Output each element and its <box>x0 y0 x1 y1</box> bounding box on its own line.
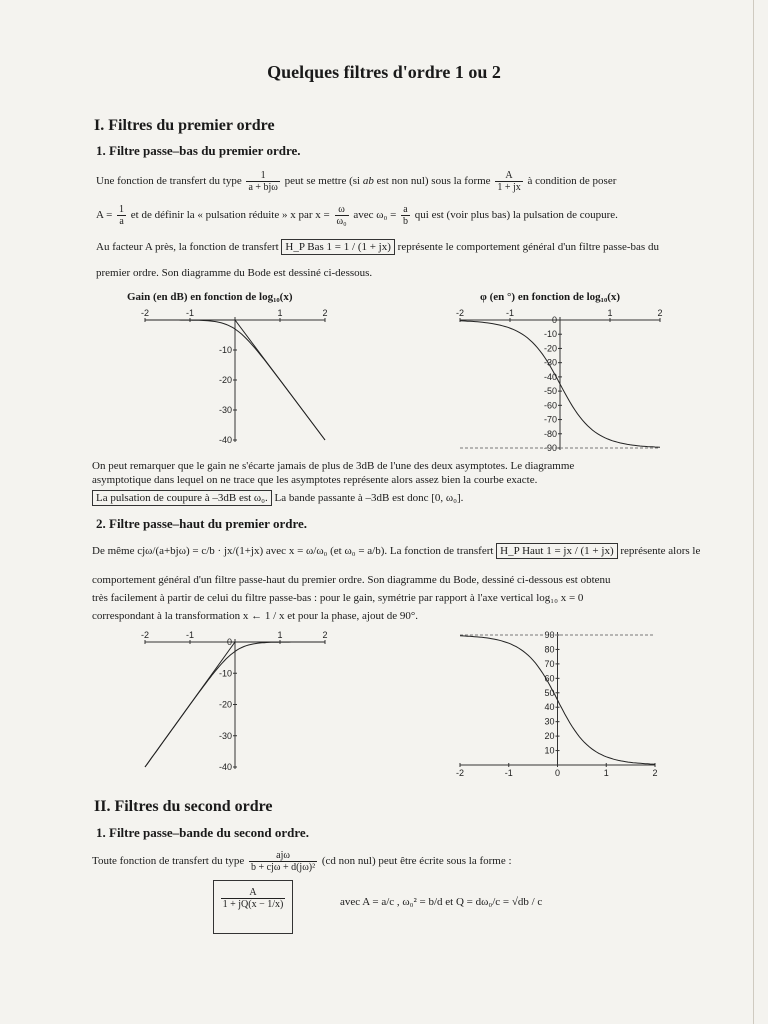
y-tick-label: -60 <box>543 400 557 411</box>
y-tick-label: -80 <box>543 428 557 439</box>
x-tick-label: -2 <box>455 308 465 318</box>
y-tick-label: -30 <box>543 357 557 368</box>
subsection-passe-bas: 1. Filtre passe–bas du premier ordre. <box>96 143 301 158</box>
y-tick-label: 20 <box>544 731 555 742</box>
y-tick-label: -20 <box>218 699 232 710</box>
x-tick-label: 2 <box>322 308 328 318</box>
y-tick-label: 0 <box>551 315 557 325</box>
formula-box-hph: H_P Haut 1 = jx / (1 + jx) <box>496 543 617 559</box>
x-tick-label: 2 <box>657 308 663 318</box>
para-highpass-4: correspondant à la transformation x ← 1 / x et pour la phase, ajout de 90°. <box>92 610 419 622</box>
para-highpass-1: De même cjω/(a+bjω) = c/b · jx/(1+jx) avec x = ω/ω₀ (et ω₀ = a/b). La fonction de transfert H_P Haut 1 = jx / (1 + jx) représente alors le <box>92 545 701 557</box>
x-tick-label: 2 <box>652 768 658 778</box>
subsection-passe-bande: 1. Filtre passe–bande du second ordre. <box>96 825 309 840</box>
y-tick-label: -10 <box>218 668 232 679</box>
y-tick-label: -20 <box>543 343 557 354</box>
y-tick-label: -70 <box>543 414 557 425</box>
para-transfer-3: Au facteur A près, la fonction de transfert H_P Bas 1 = 1 / (1 + jx) représente le comportement général d'un filtre passe-bas du <box>96 241 659 253</box>
y-tick-label: -30 <box>218 730 232 741</box>
x-tick-label: 1 <box>277 308 283 318</box>
phase-lowpass-chart <box>455 310 665 456</box>
para-transfer-4: premier ordre. Son diagramme du Bode est dessiné ci-dessous. <box>96 267 373 279</box>
section-1-heading: I. Filtres du premier ordre <box>94 117 275 134</box>
x-tick-label: -1 <box>185 630 195 640</box>
x-tick-label: -2 <box>455 768 465 778</box>
y-tick-label: -40 <box>218 435 232 445</box>
x-tick-label: 1 <box>277 630 283 640</box>
y-tick-label: 70 <box>544 658 555 669</box>
y-tick-label: 50 <box>544 687 555 698</box>
page-edge <box>753 0 754 1024</box>
phase-chart-title: φ (en °) en fonction de log₁₀(x) <box>480 291 621 303</box>
y-tick-label: -90 <box>543 443 557 453</box>
remark-line-3: La pulsation de coupure à –3dB est ω₀. La bande passante à –3dB est donc [0, ω₀]. <box>92 491 463 505</box>
y-tick-label: 0 <box>226 637 232 647</box>
y-tick-label: 30 <box>544 716 555 727</box>
x-tick-label: 0 <box>554 768 561 778</box>
x-tick-label: -1 <box>504 768 513 778</box>
remark-line-2: asymptotique dans lequel on ne trace que les asymptotes représente alors assez bien la courbe exacte. <box>92 474 538 486</box>
y-tick-label: -30 <box>218 405 232 415</box>
y-tick-label: -10 <box>543 329 557 340</box>
para-bandpass-1: Toute fonction de transfert du type $\frac{\text{ajω}}{\text{b + cjω + d(jω)²}}$ (cd non nul) peut être écrite sous la forme : <box>92 850 512 873</box>
x-tick-label: -1 <box>505 308 515 318</box>
y-tick-label: 80 <box>544 644 555 655</box>
y-tick-label: 10 <box>544 745 555 756</box>
x-tick-label: -2 <box>140 308 150 318</box>
para-highpass-2: comportement général d'un filtre passe-haut du premier ordre. Son diagramme du Bode, dessiné ci-dessous est obtenu <box>92 574 611 586</box>
y-tick-label: 60 <box>544 673 555 684</box>
fraction: $\frac{1}{\text{a + bjω}}$ <box>248 170 278 193</box>
para-highpass-3: très facilement à partir de celui du filtre passe-bas : pour le gain, symétrie par rapport à l'axe vertical log₁₀ x = 0 <box>92 592 584 604</box>
subsection-passe-haut: 2. Filtre passe–haut du premier ordre. <box>96 516 308 531</box>
y-tick-label: -50 <box>543 386 557 397</box>
section-2-heading: II. Filtres du second ordre <box>94 798 273 815</box>
remark-line-1: On peut remarquer que le gain ne s'écarte jamais de plus de 3dB de l'une des deux asymptotes. Le diagramme <box>92 460 575 472</box>
cutoff-box: La pulsation de coupure à –3dB est ω₀. <box>92 490 272 506</box>
para-transfer-2: A = $\frac{1}{a}$ et de définir la « pulsation réduite » x par x = $\frac{\omega}{\text{ω₀}}$ avec ω₀ = $\frac{a}{b}$ qui est (voir plus bas) la pulsation de coupure. <box>96 204 618 227</box>
bandpass-formula-box: $\frac{A}{1 + jQ(x - 1/x)}$ <box>213 880 293 934</box>
y-tick-label: -20 <box>218 375 232 385</box>
y-tick-label: -10 <box>218 345 232 355</box>
x-tick-label: 1 <box>607 308 613 318</box>
gain-highpass-chart <box>135 632 335 772</box>
y-tick-label: 40 <box>544 702 555 713</box>
formula-box-hpb: H_P Bas 1 = 1 / (1 + jx) <box>281 239 395 255</box>
bandpass-parameters: avec A = a/c , ω₀² = b/d et Q = dω₀/c = √db / c <box>340 896 543 908</box>
phase-highpass-chart <box>450 630 665 782</box>
fraction: $\frac{A}{1 + jx}$ <box>497 170 521 193</box>
y-tick-label: 90 <box>544 630 555 640</box>
gain-chart-title: Gain (en dB) en fonction de log₁₀(x) <box>127 291 293 303</box>
x-tick-label: 1 <box>603 768 609 778</box>
x-tick-label: 2 <box>322 630 328 640</box>
gain-lowpass-chart <box>135 310 335 450</box>
page-title: Quelques filtres d'ordre 1 ou 2 <box>267 62 501 82</box>
y-tick-label: -40 <box>543 371 557 382</box>
x-tick-label: -1 <box>185 308 195 318</box>
y-tick-label: -40 <box>218 762 232 772</box>
para-transfer-1: Une fonction de transfert du type $\frac{1}{\text{a + bjω}}$ peut se mettre (si ab est non nul) sous la forme $\frac{A}{1 + jx}$ à condition de poser <box>96 170 617 193</box>
x-tick-label: -2 <box>140 630 150 640</box>
